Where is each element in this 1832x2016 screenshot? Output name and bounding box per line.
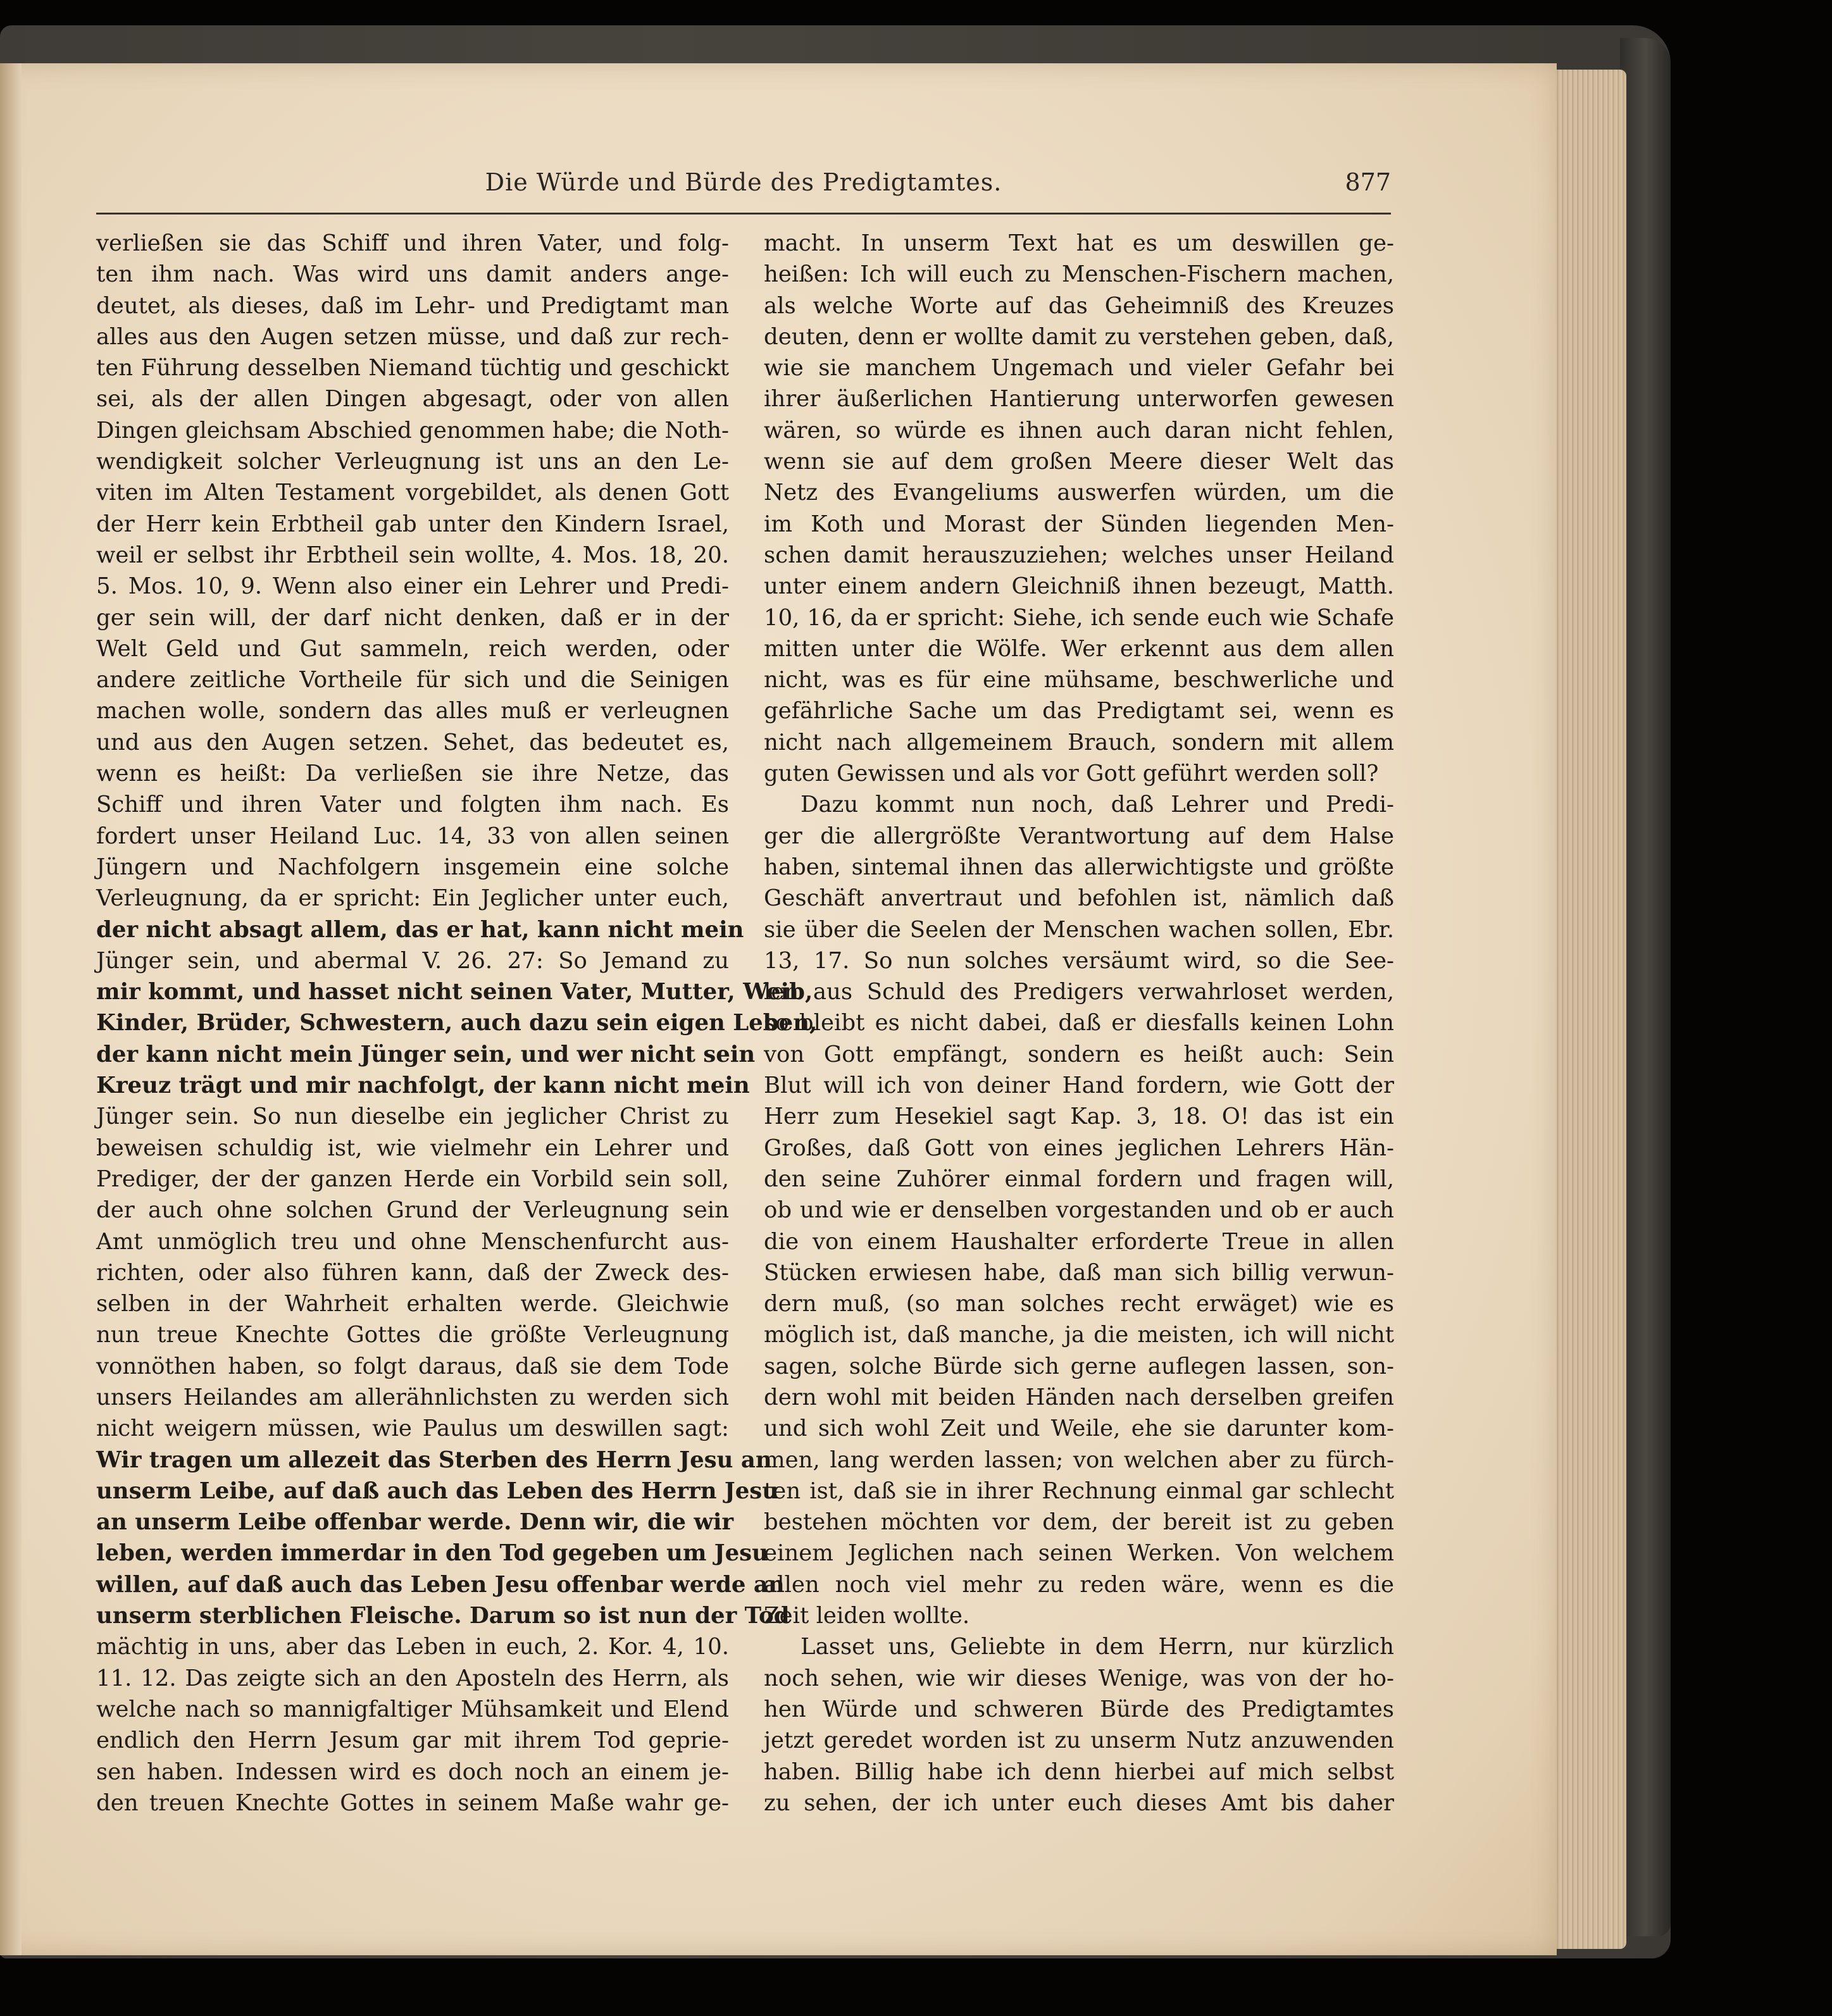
text-line: verließen sie das Schiff und ihren Vater, und folg-: [96, 230, 729, 256]
text-line: schen damit herauszuziehen; welches unser Heiland: [764, 542, 1394, 568]
text-line: ger sein will, der darf nicht denken, daß er in der: [96, 604, 729, 631]
text-line: hen Würde und schweren Bürde des Predigtamtes: [764, 1696, 1394, 1722]
text-line: 10, 16, da er spricht: Siehe, ich sende euch wie Schafe: [764, 604, 1394, 631]
text-line: als welche Worte auf das Geheimniß des Kreuzes: [764, 292, 1394, 319]
text-line: zu sehen, der ich unter euch dieses Amt bis daher: [764, 1789, 1394, 1816]
text-line: wenn es heißt: Da verließen sie ihre Netze, das: [96, 761, 729, 787]
text-line: Verleugnung, da er spricht: Ein Jeglicher unter euch,: [96, 885, 729, 912]
text-line: unter einem andern Gleichniß ihnen bezeugt, Matth.: [764, 573, 1394, 600]
text-line: Großes, daß Gott von eines jeglichen Lehrers Hän-: [764, 1135, 1394, 1161]
text-line: haben. Billig habe ich denn hierbei auf mich selbst: [764, 1758, 1394, 1785]
text-line: guten Gewissen und als vor Gott geführt werden soll?: [764, 761, 1379, 787]
text-line: mächtig in uns, aber das Leben in euch, 2. Kor. 4, 10.: [96, 1634, 729, 1660]
text-line: die von einem Haushalter erforderte Treue in allen: [764, 1228, 1394, 1255]
text-line: sei, als der allen Dingen abgesagt, oder von allen: [96, 386, 729, 413]
text-line: Netz des Evangeliums auswerfen würden, um die: [764, 480, 1394, 506]
text-line: der nicht absagt allem, das er hat, kann nicht mein: [96, 916, 744, 943]
text-line: jetzt geredet worden ist zu unserm Nutz anzuwenden: [764, 1727, 1394, 1754]
text-line: 11. 12. Das zeigte sich an den Aposteln des Herrn, als: [96, 1665, 729, 1691]
text-line: heißen: Ich will euch zu Menschen-Fischern machen,: [764, 261, 1394, 288]
text-line: richten, oder also führen kann, daß der Zweck des-: [96, 1259, 729, 1286]
text-line: Welt Geld und Gut sammeln, reich werden, oder: [96, 635, 729, 662]
text-line: welche nach so mannigfaltiger Mühsamkeit und Elend: [96, 1696, 729, 1722]
text-line: unsers Heilandes am allerähnlichsten zu werden sich: [96, 1384, 729, 1410]
text-line: Jünger sein. So nun dieselbe ein jeglicher Christ zu: [96, 1104, 729, 1130]
text-line: nun treue Knechte Gottes die größte Verleugnung: [96, 1322, 729, 1348]
text-line: deutet, als dieses, daß im Lehr- und Predigtamt man: [96, 292, 729, 319]
text-line: den seine Zuhörer einmal fordern und fragen will,: [764, 1166, 1394, 1192]
text-line: Wir tragen um allezeit das Sterben des Herrn Jesu an: [96, 1447, 772, 1473]
text-line: unserm sterblichen Fleische. Darum so ist nun der Tod: [96, 1603, 790, 1629]
text-line: viten im Alten Testament vorgebildet, als denen Gott: [96, 480, 729, 506]
text-line: men, lang werden lassen; von welchen aber zu fürch-: [764, 1447, 1394, 1473]
text-line: Stücken erwiesen habe, daß man sich billig verwun-: [764, 1259, 1394, 1286]
text-line: deuten, denn er wollte damit zu verstehen geben, daß,: [764, 323, 1394, 350]
text-line: sen haben. Indessen wird es doch noch an einem je-: [96, 1758, 729, 1785]
text-line: haben, sintemal ihnen das allerwichtigste und größte: [764, 854, 1394, 880]
text-line: leben, werden immerdar in den Tod gegeben um Jesu: [96, 1540, 768, 1567]
text-line: dern wohl mit beiden Händen nach derselben greifen: [764, 1384, 1394, 1410]
text-line: noch sehen, wie wir dieses Wenige, was von der ho-: [764, 1665, 1394, 1691]
text-line: Jüngern und Nachfolgern insgemein eine solche: [96, 854, 729, 880]
running-header: [96, 163, 1391, 204]
text-line: Kinder, Brüder, Schwestern, auch dazu sein eigen Leben,: [96, 1010, 818, 1036]
text-line: wenn sie auf dem großen Meere dieser Welt das: [764, 449, 1394, 475]
text-line: allen noch viel mehr zu reden wäre, wenn es die: [764, 1571, 1394, 1598]
text-column-right: [764, 228, 1394, 1819]
text-line: nicht nach allgemeinem Brauch, sondern mit allem: [764, 729, 1394, 756]
text-line: nicht weigern müssen, wie Paulus um deswillen sagt:: [96, 1416, 729, 1442]
text-line: vonnöthen haben, so folgt daraus, daß sie dem Tode: [96, 1353, 729, 1379]
text-line: Schiff und ihren Vater und folgten ihm nach. Es: [96, 792, 729, 818]
text-line: endlich den Herrn Jesum gar mit ihrem Tod geprie-: [96, 1727, 729, 1754]
text-line: den treuen Knechte Gottes in seinem Maße wahr ge-: [96, 1789, 729, 1816]
text-line: sie über die Seelen der Menschen wachen sollen, Ebr.: [764, 916, 1394, 943]
text-line: mir kommt, und hasset nicht seinen Vater, Mutter, Weib,: [96, 979, 813, 1005]
text-line: von Gott empfängt, sondern es heißt auch: Sein: [764, 1041, 1394, 1067]
text-line: Herr zum Hesekiel sagt Kap. 3, 18. O! das ist ein: [764, 1104, 1394, 1130]
text-line: 13, 17. So nun solches versäumt wird, so die See-: [764, 947, 1394, 974]
text-line: wendigkeit solcher Verleugnung ist uns an den Le-: [96, 449, 729, 475]
text-line: ten ist, daß sie in ihrer Rechnung einmal gar schlecht: [764, 1478, 1394, 1504]
text-line: ten Führung desselben Niemand tüchtig und geschickt: [96, 355, 729, 382]
text-line: willen, auf daß auch das Leben Jesu offenbar werde an: [96, 1571, 785, 1598]
text-line: so bleibt es nicht dabei, daß er diesfalls keinen Lohn: [764, 1010, 1394, 1036]
running-title: Die Würde und Bürde des Predigtamtes.: [485, 168, 1002, 196]
text-line: und sich wohl Zeit und Weile, ehe sie darunter kom-: [764, 1416, 1394, 1442]
text-line: sagen, solche Bürde sich gerne auflegen lassen, son-: [764, 1353, 1394, 1379]
text-line: unserm Leibe, auf daß auch das Leben des Herrn Jesu: [96, 1478, 779, 1504]
text-line: gefährliche Sache um das Predigtamt sei, wenn es: [764, 698, 1394, 725]
text-line: weil er selbst ihr Erbtheil sein wollte, 4. Mos. 18, 20.: [96, 542, 729, 568]
text-line: fordert unser Heiland Luc. 14, 33 von allen seinen: [96, 823, 729, 849]
text-column-left: [96, 228, 818, 1819]
text-line: dern muß, (so man solches recht erwäget) wie es: [764, 1291, 1394, 1317]
text-line: Dazu kommt nun noch, daß Lehrer und Predi-: [801, 792, 1394, 818]
text-line: ob und wie er denselben vorgestanden und ob er auch: [764, 1197, 1394, 1224]
text-line: ihrer äußerlichen Hantierung unterworfen gewesen: [764, 386, 1394, 413]
text-line: Amt unmöglich treu und ohne Menschenfurcht aus-: [96, 1228, 729, 1255]
text-line: an unserm Leibe offenbar werde. Denn wir, die wir: [96, 1509, 734, 1536]
text-line: 5. Mos. 10, 9. Wenn also einer ein Lehrer und Predi-: [96, 573, 729, 600]
text-line: Kreuz trägt und mir nachfolgt, der kann nicht mein: [96, 1073, 750, 1099]
text-line: Geschäft anvertraut und befohlen ist, nämlich daß: [764, 885, 1394, 912]
text-line: im Koth und Morast der Sünden liegenden Men-: [764, 511, 1394, 537]
text-line: machen wolle, sondern das alles muß er verleugnen: [96, 698, 729, 725]
text-line: Dingen gleichsam Abschied genommen habe; die Noth-: [96, 417, 729, 444]
text-line: andere zeitliche Vortheile für sich und die Seinigen: [96, 667, 729, 694]
text-line: mitten unter die Wölfe. Wer erkennt aus dem allen: [764, 635, 1394, 662]
text-line: der Herr kein Erbtheil gab unter den Kindern Israel,: [96, 511, 729, 537]
text-line: ger die allergrößte Verantwortung auf dem Halse: [764, 823, 1394, 849]
text-line: macht. In unserm Text hat es um deswillen ge-: [764, 230, 1394, 256]
text-line: und aus den Augen setzen. Sehet, das bedeutet es,: [96, 729, 729, 756]
text-line: Lasset uns, Geliebte in dem Herrn, nur kürzlich: [801, 1634, 1394, 1660]
text-line: ten ihm nach. Was wird uns damit anders ange-: [96, 261, 729, 288]
text-line: wären, so würde es ihnen auch daran nicht fehlen,: [764, 417, 1394, 444]
text-line: alles aus den Augen setzen müsse, und daß zur rech-: [96, 323, 729, 350]
text-line: wie sie manchem Ungemach und vieler Gefahr bei: [764, 355, 1394, 382]
page-number: 877: [1345, 168, 1391, 196]
text-line: selben in der Wahrheit erhalten werde. Gleichwie: [96, 1291, 729, 1317]
text-line: Prediger, der der ganzen Herde ein Vorbild sein soll,: [96, 1166, 729, 1192]
header-rule: [96, 213, 1391, 215]
text-line: Zeit leiden wollte.: [764, 1603, 970, 1629]
text-line: len aus Schuld des Predigers verwahrloset werden,: [764, 979, 1394, 1005]
text-line: Jünger sein, und abermal V. 26. 27: So Jemand zu: [96, 947, 729, 974]
text-line: Blut will ich von deiner Hand fordern, wie Gott der: [764, 1073, 1394, 1099]
text-line: möglich ist, daß manche, ja die meisten, ich will nicht: [764, 1322, 1394, 1348]
text-line: einem Jeglichen nach seinen Werken. Von welchem: [764, 1540, 1394, 1567]
text-line: der kann nicht mein Jünger sein, und wer nicht sein: [96, 1041, 756, 1067]
text-line: nicht, was es für eine mühsame, beschwerliche und: [764, 667, 1394, 694]
text-line: bestehen möchten vor dem, der bereit ist zu geben: [764, 1509, 1394, 1536]
cover-spine-edge: [1620, 38, 1671, 1936]
text-line: beweisen schuldig ist, wie vielmehr ein Lehrer und: [96, 1135, 729, 1161]
page-gutter: [0, 63, 22, 1955]
text-line: der auch ohne solchen Grund der Verleugnung sein: [96, 1197, 729, 1224]
